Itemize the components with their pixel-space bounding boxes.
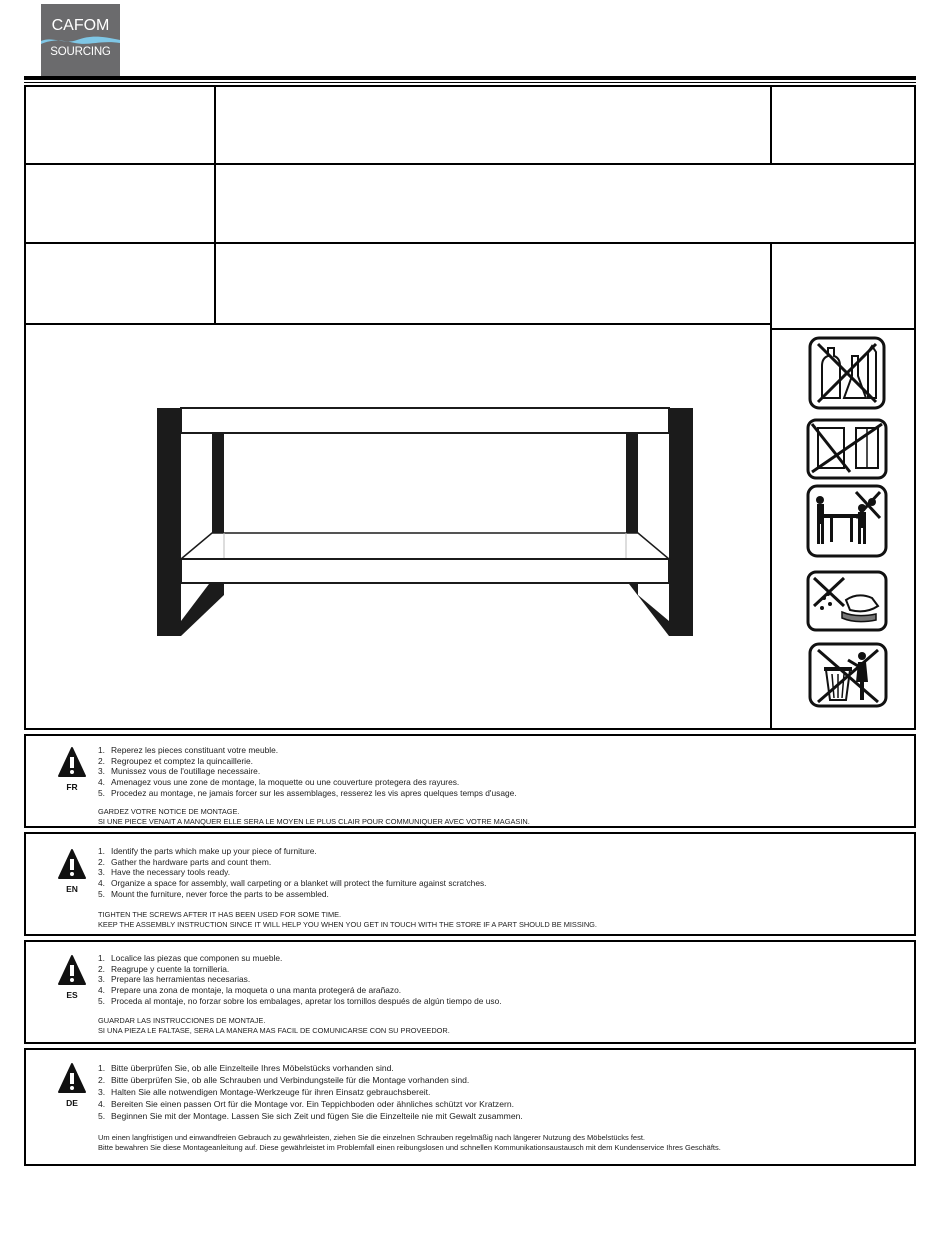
list-item: 3. Halten Sie alle notwendigen Montage-Werkzeuge für ihren Einsatz gebrauchsbereit.	[98, 1087, 431, 1097]
two-person-assembly-icon	[806, 484, 888, 558]
list-item: 2. Reagrupe y cuente la tornilleria.	[98, 963, 230, 974]
language-code: FR	[66, 782, 78, 792]
steps-list	[98, 953, 502, 1007]
note-line: SI UNA PIEZA LE FALTASE, SERA LA MANERA MAS FACIL DE COMUNICARSE CON SU PROVEEDOR.	[98, 1026, 450, 1035]
list-item: 3. Prepare las herramientas necesarias.	[98, 974, 251, 985]
recycle-packaging-icon	[808, 642, 888, 708]
frame-row-divider-4	[771, 328, 914, 330]
frame-row-divider-3	[26, 323, 771, 325]
no-abrasive-cleaning-icon	[806, 570, 888, 632]
note-line: KEEP THE ASSEMBLY INSTRUCTION SINCE IT WILL HELP YOU WHEN YOU GET IN TOUCH WITH THE STORE IF A PART SHOULD BE MISSING.	[98, 920, 597, 929]
note-line: Um einen langfristigen und einwandfreien Gebrauch zu gewährleisten, ziehen Sie die einzelnen Schrauben regelmäßig nach längerer Nutzung des Möbelstücks fest.	[98, 1133, 645, 1142]
list-item: 5. Proceda al montaje, no forzar sobre los embalages, apretar los tornillos después de algún tiempo de uso.	[98, 995, 502, 1006]
language-code: DE	[66, 1098, 78, 1108]
frame-col-divider-left-1	[214, 87, 216, 165]
header-rule-thick	[24, 76, 916, 80]
logo-wave-icon	[41, 34, 120, 46]
warning-icon	[58, 954, 86, 988]
note-line: Bitte bewahren Sie diese Montageanleitung auf. Diese gewährleistet im Problemfall einen reibungslosen und schnellen Kommunikationsaustausch mit dem Kundenservice Ihres Geschäfts.	[98, 1143, 721, 1152]
list-item: 5. Mount the furniture, never force the parts to be assembled.	[98, 888, 329, 899]
frame-col-divider-left-3	[214, 244, 216, 324]
language-code: EN	[66, 884, 78, 894]
list-item: 3. Have the necessary tools ready.	[98, 867, 231, 878]
warning-icon	[58, 848, 86, 882]
frame-row-divider-2	[26, 242, 914, 244]
list-item: 2. Gather the hardware parts and count them.	[98, 856, 272, 867]
warning-icon	[58, 1062, 86, 1096]
no-chemical-cleaners-icon	[808, 336, 886, 410]
cafom-logo	[41, 4, 120, 78]
list-item: 1. Localice las piezas que componen su mueble.	[98, 953, 283, 963]
frame-row-divider-1	[26, 163, 914, 165]
list-item: 4. Prepare una zona de montaje, la moqueta o una manta protegerá de arañazo.	[98, 985, 402, 996]
frame-col-divider-right-1	[770, 87, 772, 165]
logo-line-2: SOURCING	[50, 46, 111, 58]
note-line: GUARDAR LAS INSTRUCCIONES DE MONTAJE.	[98, 1016, 266, 1025]
steps-list	[98, 745, 517, 799]
list-item: 1. Reperez les pieces constituant votre meuble.	[98, 745, 279, 755]
coffee-table-drawing	[150, 400, 700, 645]
list-item: 3. Munissez vous de l'outillage necessaire.	[98, 766, 261, 777]
logo-line-1: CAFOM	[51, 17, 110, 34]
list-item: 1. Identify the parts which make up your piece of furniture.	[98, 846, 317, 856]
no-humid-place-icon	[806, 418, 888, 480]
list-item: 4. Organize a space for assembly, wall carpeting or a blanket will protect the furniture against scratches.	[98, 878, 487, 889]
instructions-panel-en	[24, 832, 916, 936]
list-item: 1. Bitte überprüfen Sie, ob alle Einzelteile Ihres Möbelstücks vorhanden sind.	[98, 1063, 394, 1073]
frame-col-divider-right-2	[770, 244, 772, 728]
list-item: 4. Bereiten Sie einen passen Ort für die Montage vor. Ein Teppichboden oder ähnliches schützt vor Kratzern.	[98, 1099, 515, 1109]
header-rule-thin	[24, 82, 916, 83]
steps-list	[98, 846, 487, 900]
warning-icon	[58, 746, 86, 780]
note-line: GARDEZ VOTRE NOTICE DE MONTAGE.	[98, 807, 240, 816]
frame-col-divider-left-2	[214, 165, 216, 243]
steps-list	[98, 1062, 523, 1122]
list-item: 2. Regroupez et comptez la quincaillerie.	[98, 755, 253, 766]
note-line: SI UNE PIECE VENAIT A MANQUER ELLE SERA LE MOYEN LE PLUS CLAIR POUR COMMUNIQUER AVEC VOTRE MAGASIN.	[98, 817, 530, 826]
instructions-panel-fr	[24, 734, 916, 828]
language-code: ES	[66, 990, 78, 1000]
instructions-panel-es	[24, 940, 916, 1044]
list-item: 5. Procedez au montage, ne jamais forcer sur les assemblages, resserez les vis apres quelques temps d'usage.	[98, 787, 517, 798]
instructions-panel-de	[24, 1048, 916, 1166]
list-item: 2. Bitte überprüfen Sie, ob alle Schrauben und Verbindungsteile für die Montage vorhanden sind.	[98, 1075, 470, 1085]
list-item: 5. Beginnen Sie mit der Montage. Lassen Sie sich Zeit und fügen Sie die Einzelteile nie mit Gewalt zusammen.	[98, 1111, 523, 1121]
list-item: 4. Amenagez vous une zone de montage, la moquette ou une couverture protegera des rayures.	[98, 777, 460, 788]
note-line: TIGHTEN THE SCREWS AFTER IT HAS BEEN USED FOR SOME TIME.	[98, 910, 342, 919]
